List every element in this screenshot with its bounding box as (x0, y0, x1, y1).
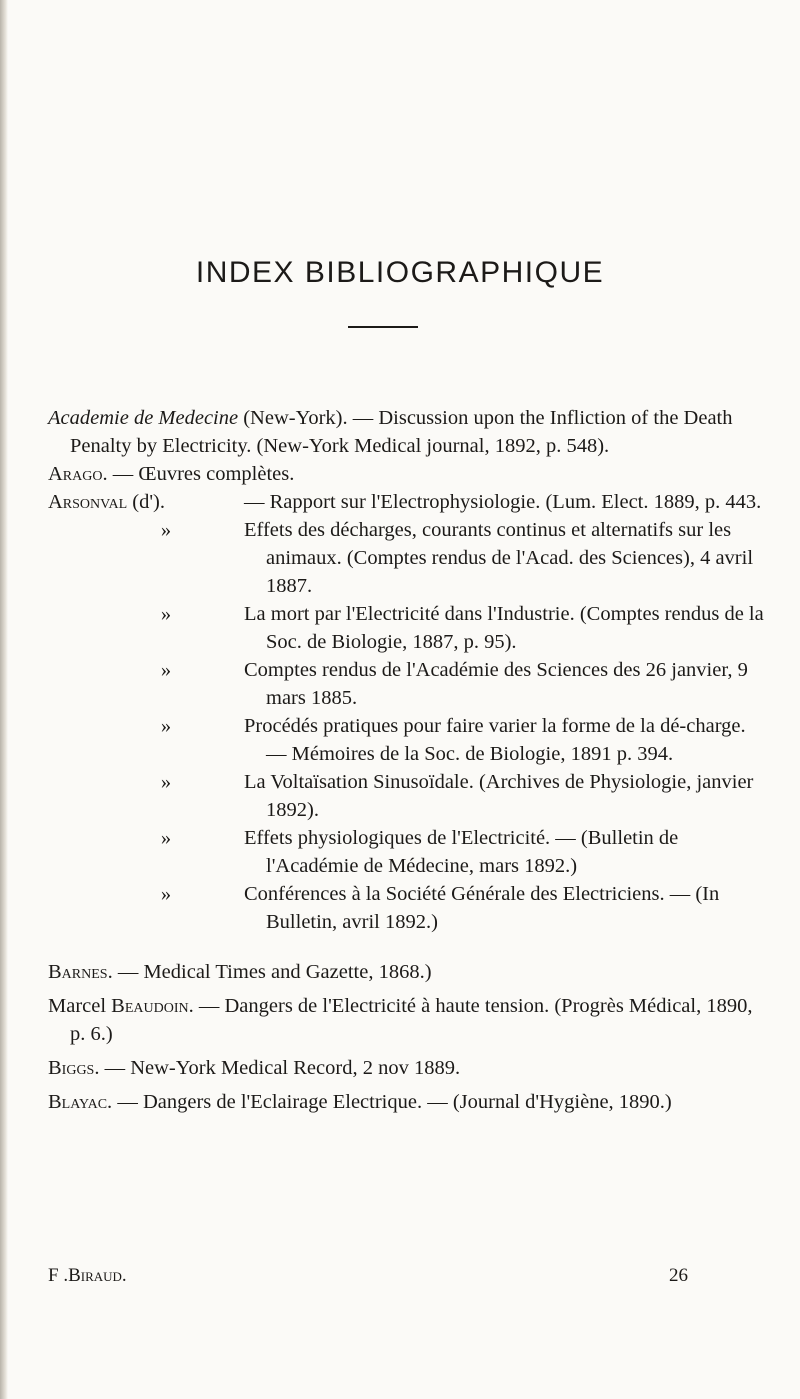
ditto-mark: » (160, 519, 172, 541)
entry-author: Academie de Medecine (48, 407, 239, 429)
entry-text: La mort par l'Electricité dans l'Industrie. (Comptes rendus de la Soc. de Biologie, 1887, p. 95). (244, 603, 764, 653)
entry-author-suffix: (d'). (127, 491, 165, 513)
entry-arsonval (48, 488, 768, 936)
entry-author: Blayac. (48, 1091, 113, 1113)
arsonval-first (48, 488, 768, 516)
bibliography-list (48, 404, 768, 1116)
section-gap (48, 936, 768, 958)
ditto-mark: » (160, 603, 172, 625)
arsonval-item (48, 600, 768, 656)
arsonval-item (48, 880, 768, 936)
entry-text: (New-York). — Discussion upon the Infliction of the Death Penalty by Electricity. (New-York Medical journal, 1892, p. 548). (70, 407, 733, 457)
page-number: 26 (669, 1265, 688, 1286)
entry-blayac (48, 1088, 768, 1116)
arsonval-item (48, 768, 768, 824)
entry-beaudoin (48, 992, 768, 1048)
entry-author: Arago. (48, 463, 108, 485)
entry-text: Conférences à la Société Générale des Electriciens. — (In Bulletin, avril 1892.) (244, 883, 720, 933)
entry-text: Procédés pratiques pour faire varier la forme de la dé-charge. — Mémoires de la Soc. de Biologie, 1891 p. 394. (244, 715, 746, 765)
ditto-mark: » (160, 771, 172, 793)
page-title: INDEX BIBLIOGRAPHIQUE (195, 256, 605, 290)
binding-edge (0, 0, 8, 1399)
entry-biggs (48, 1054, 768, 1082)
printer-signature: F .Biraud. (48, 1265, 127, 1286)
ditto-mark: » (160, 715, 172, 737)
entry-text: Effets des décharges, courants continus et alternatifs sur les animaux. (Comptes rendus de l'Acad. des Sciences), 4 avril 1887. (244, 519, 754, 597)
entry-text: La Voltaïsation Sinusoïdale. (Archives de Physiologie, janvier 1892). (244, 771, 754, 821)
ditto-mark: » (160, 659, 172, 681)
arsonval-author (48, 488, 244, 516)
entry-text: — Rapport sur l'Electrophysiologie. (Lum. Elect. 1889, p. 443. (244, 491, 762, 513)
ditto-mark: » (160, 883, 172, 905)
title-rule (348, 326, 418, 328)
entry-author: Arsonval (48, 491, 128, 513)
arsonval-item (48, 712, 768, 768)
entry-author: Barnes. (48, 961, 113, 983)
entry-arago (48, 460, 768, 488)
entry-text: — New-York Medical Record, 2 nov 1889. (99, 1057, 461, 1079)
entry-barnes (48, 958, 768, 986)
entry-author: Biggs. (48, 1057, 100, 1079)
arsonval-item (48, 656, 768, 712)
entry-author: Beaudoin. (111, 995, 194, 1017)
entry-text: Comptes rendus de l'Académie des Sciences des 26 janvier, 9 mars 1885. (244, 659, 748, 709)
entry-text: — Dangers de l'Eclairage Electrique. — (Journal d'Hygiène, 1890.) (112, 1091, 672, 1113)
entry-text: — Œuvres complètes. (107, 463, 295, 485)
arsonval-item (48, 824, 768, 880)
entry-academie (48, 404, 768, 460)
entry-prefix: Marcel (48, 995, 112, 1017)
entry-text: — Dangers de l'Electricité à haute tension. (Progrès Médical, 1890, p. 6.) (70, 995, 753, 1045)
ditto-mark: » (160, 827, 172, 849)
entry-text: Effets physiologiques de l'Electricité. — (Bulletin de l'Académie de Médecine, mars 1892.) (244, 827, 679, 877)
entry-text: — Medical Times and Gazette, 1868.) (112, 961, 432, 983)
arsonval-item (48, 516, 768, 600)
page-footer (48, 1265, 688, 1287)
